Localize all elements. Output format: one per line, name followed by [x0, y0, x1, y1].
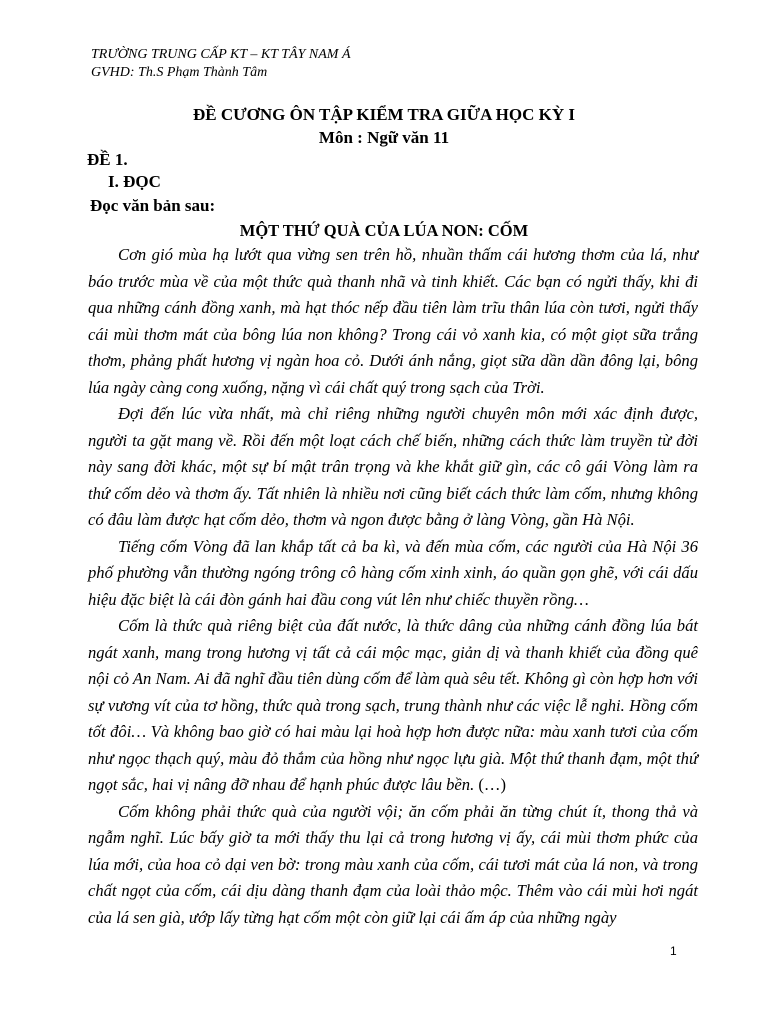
- teacher-name: GVHD: Th.S Phạm Thành Tâm: [91, 65, 268, 80]
- page-header: [91, 46, 351, 82]
- paragraph-5: Cốm không phải thức quà của người vội; ăn cốm phải ăn từng chút ít, thong thả và ngẫm nghĩ. Lúc bấy giờ ta mới thấy thu lại cả trong hương vị ấy, cái mùi thơm phức của lúa mới, của hoa cỏ dại ven bờ: trong màu xanh của cốm, cái tươi mát của lá non, và trong chất ngọt của cốm, cái dịu dàng thanh đạm của loài thảo mộc. Thêm vào cái mùi hơi ngát của lá sen già, ướp lấy từng hạt cốm một còn giữ lại cái ấm áp của những ngày: [88, 801, 698, 927]
- page-number: 1: [670, 944, 677, 958]
- paragraph-4-ellipsis: (…): [474, 775, 507, 794]
- paragraph-2: Đợi đến lúc vừa nhất, mà chỉ riêng những người chuyên môn mới xác định được, người ta gặt mang về. Rồi đến một loạt cách chế biến, những cách thức làm truyền từ đời này sang đời khác, một sự bí mật trân trọng và khe khắt giữ gìn, các cô gái Vòng làm ra thứ cốm dẻo và thơm ấy. Tất nhiên là nhiều nơi cũng biết cách thức làm cốm, nhưng không có đâu làm được hạt cốm dẻo, thơm và ngon được bằng ở làng Vòng, gần Hà Nội.: [88, 404, 698, 529]
- school-name: TRƯỜNG TRUNG CẤP KT – KT TÂY NAM Á: [91, 47, 351, 62]
- subject-title: Môn : Ngữ văn 11: [318, 128, 450, 147]
- paragraph-3: Tiếng cốm Vòng đã lan khắp tất cả ba kì, và đến mùa cốm, các người của Hà Nội 36 phố phường vẫn thường ngóng trông cô hàng cốm xinh xinh, áo quần gọn ghẽ, với cái dấu hiệu đặc biệt là cái đòn gánh hai đầu cong vút lên như chiếc thuyền rồng…: [88, 536, 698, 609]
- text-title: MỘT THỨ QUÀ CỦA LÚA NON: CỐM: [239, 221, 529, 240]
- instruction-text: Đọc văn bản sau:: [90, 196, 216, 215]
- paragraph-4: [88, 613, 698, 799]
- part-heading: I. ĐỌC: [108, 172, 161, 191]
- paragraph-1: Cơn gió mùa hạ lướt qua vừng sen trên hồ, nhuần thấm cái hương thơm của lá, như báo trước mùa về của một thức quà thanh nhã và tinh khiết. Các bạn có ngửi thấy, khi đi qua những cánh đồng xanh, mà hạt thóc nếp đầu tiên làm trĩu thân lúa còn tươi, ngửi thấy cái mùi thơm mát của bông lúa non không? Trong cái vỏ xanh kia, có một giọt sữa trắng thơm, phảng phất hương vị ngàn hoa cỏ. Dưới ánh nắng, giọt sữa dần dần đông lại, bông lúa ngày càng cong xuống, nặng vì cái chất quý trong sạch của Trời.: [88, 245, 698, 397]
- document-title: ĐỀ CƯƠNG ÔN TẬP KIỂM TRA GIỮA HỌC KỲ I: [192, 105, 576, 124]
- exam-label: ĐỀ 1.: [87, 150, 128, 169]
- reading-text: [88, 242, 698, 931]
- paragraph-4-text: Cốm là thức quà riêng biệt của đất nước, là thức dâng của những cánh đồng lúa bát ngát xanh, mang trong hương vị tất cả cái mộc mạc, giản dị và thanh khiết của đồng quê nội cỏ An Nam. Ai đã nghĩ đầu tiên dùng cốm để làm quà sêu tết. Không gì còn hợp hơn với sự vương vít của tơ hồng, thức quà trong sạch, trung thành như các việc lễ nghi. Hồng cốm tốt đôi… Và không bao giờ có hai màu lại hoà hợp hơn được nữa: màu xanh tươi của cốm như ngọc thạch quý, màu đỏ thắm của hồng như ngọc lựu già. Một thứ thanh đạm, một thứ ngọt sắc, hai vị nâng đỡ nhau để hạnh phúc được lâu bền.: [88, 616, 698, 794]
